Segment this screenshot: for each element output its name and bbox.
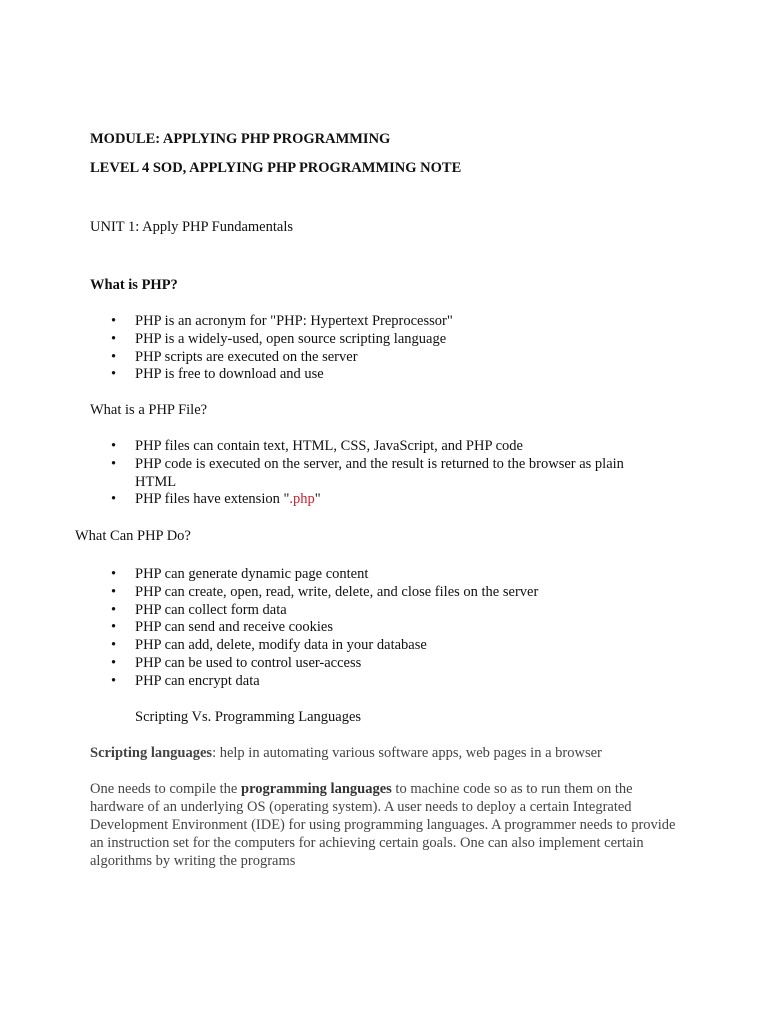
list-item: • PHP scripts are executed on the server bbox=[135, 349, 453, 367]
programming-term: programming languages bbox=[241, 781, 392, 797]
scripting-term: Scripting languages bbox=[90, 745, 213, 761]
list-item: • PHP can send and receive cookies bbox=[135, 619, 538, 637]
what-is-php-list bbox=[135, 313, 453, 384]
php-file-heading: What is a PHP File? bbox=[90, 402, 208, 418]
scripting-paragraph bbox=[90, 745, 602, 762]
list-item: • PHP files can contain text, HTML, CSS, JavaScript, and PHP code bbox=[135, 438, 624, 456]
list-item-line: HTML bbox=[135, 473, 177, 490]
list-item-text: PHP files have extension " bbox=[135, 491, 290, 508]
unit-title: UNIT 1: Apply PHP Fundamentals bbox=[90, 219, 294, 235]
list-item bbox=[135, 491, 624, 509]
list-item: • PHP can add, delete, modify data in your database bbox=[135, 637, 538, 655]
php-do-list bbox=[135, 566, 538, 691]
list-item-text: " bbox=[314, 491, 321, 508]
what-is-php-heading: What is PHP? bbox=[90, 277, 178, 293]
list-item: • PHP can create, open, read, write, delete, and close files on the server bbox=[135, 584, 538, 602]
list-item-line: PHP code is executed on the server, and the result is returned to the browser as plain bbox=[135, 455, 624, 472]
list-item: • PHP can be used to control user-access bbox=[135, 655, 538, 673]
list-item bbox=[135, 456, 624, 492]
scripting-vs-heading: Scripting Vs. Programming Languages bbox=[135, 709, 362, 725]
list-item: • PHP can encrypt data bbox=[135, 673, 538, 691]
list-item: • PHP is an acronym for "PHP: Hypertext Preprocessor" bbox=[135, 313, 453, 331]
list-item: • PHP is a widely-used, open source scripting language bbox=[135, 331, 453, 349]
list-item: • PHP is free to download and use bbox=[135, 366, 453, 384]
php-file-list bbox=[135, 438, 624, 509]
module-title: MODULE: APPLYING PHP PROGRAMMING bbox=[90, 131, 391, 147]
scripting-text: : help in automating various software apps, web pages in a browser bbox=[212, 745, 602, 761]
programming-text: to machine code so as to run them on the hardware of an underlying OS (operating system). A user needs to deploy a certain Integrated Development Environment (IDE) for using programming languages. A programmer needs to provide an instruction set for the computers for achieving certain goals. One can also implement certain algorithms by writing the programs bbox=[90, 781, 676, 869]
list-item: • PHP can generate dynamic page content bbox=[135, 566, 538, 584]
list-item: • PHP can collect form data bbox=[135, 602, 538, 620]
level-title: LEVEL 4 SOD, APPLYING PHP PROGRAMMING NOTE bbox=[90, 160, 462, 176]
programming-paragraph bbox=[90, 780, 680, 870]
php-extension: .php bbox=[289, 491, 315, 508]
php-do-heading: What Can PHP Do? bbox=[75, 528, 191, 544]
programming-lead: One needs to compile the bbox=[90, 781, 241, 797]
